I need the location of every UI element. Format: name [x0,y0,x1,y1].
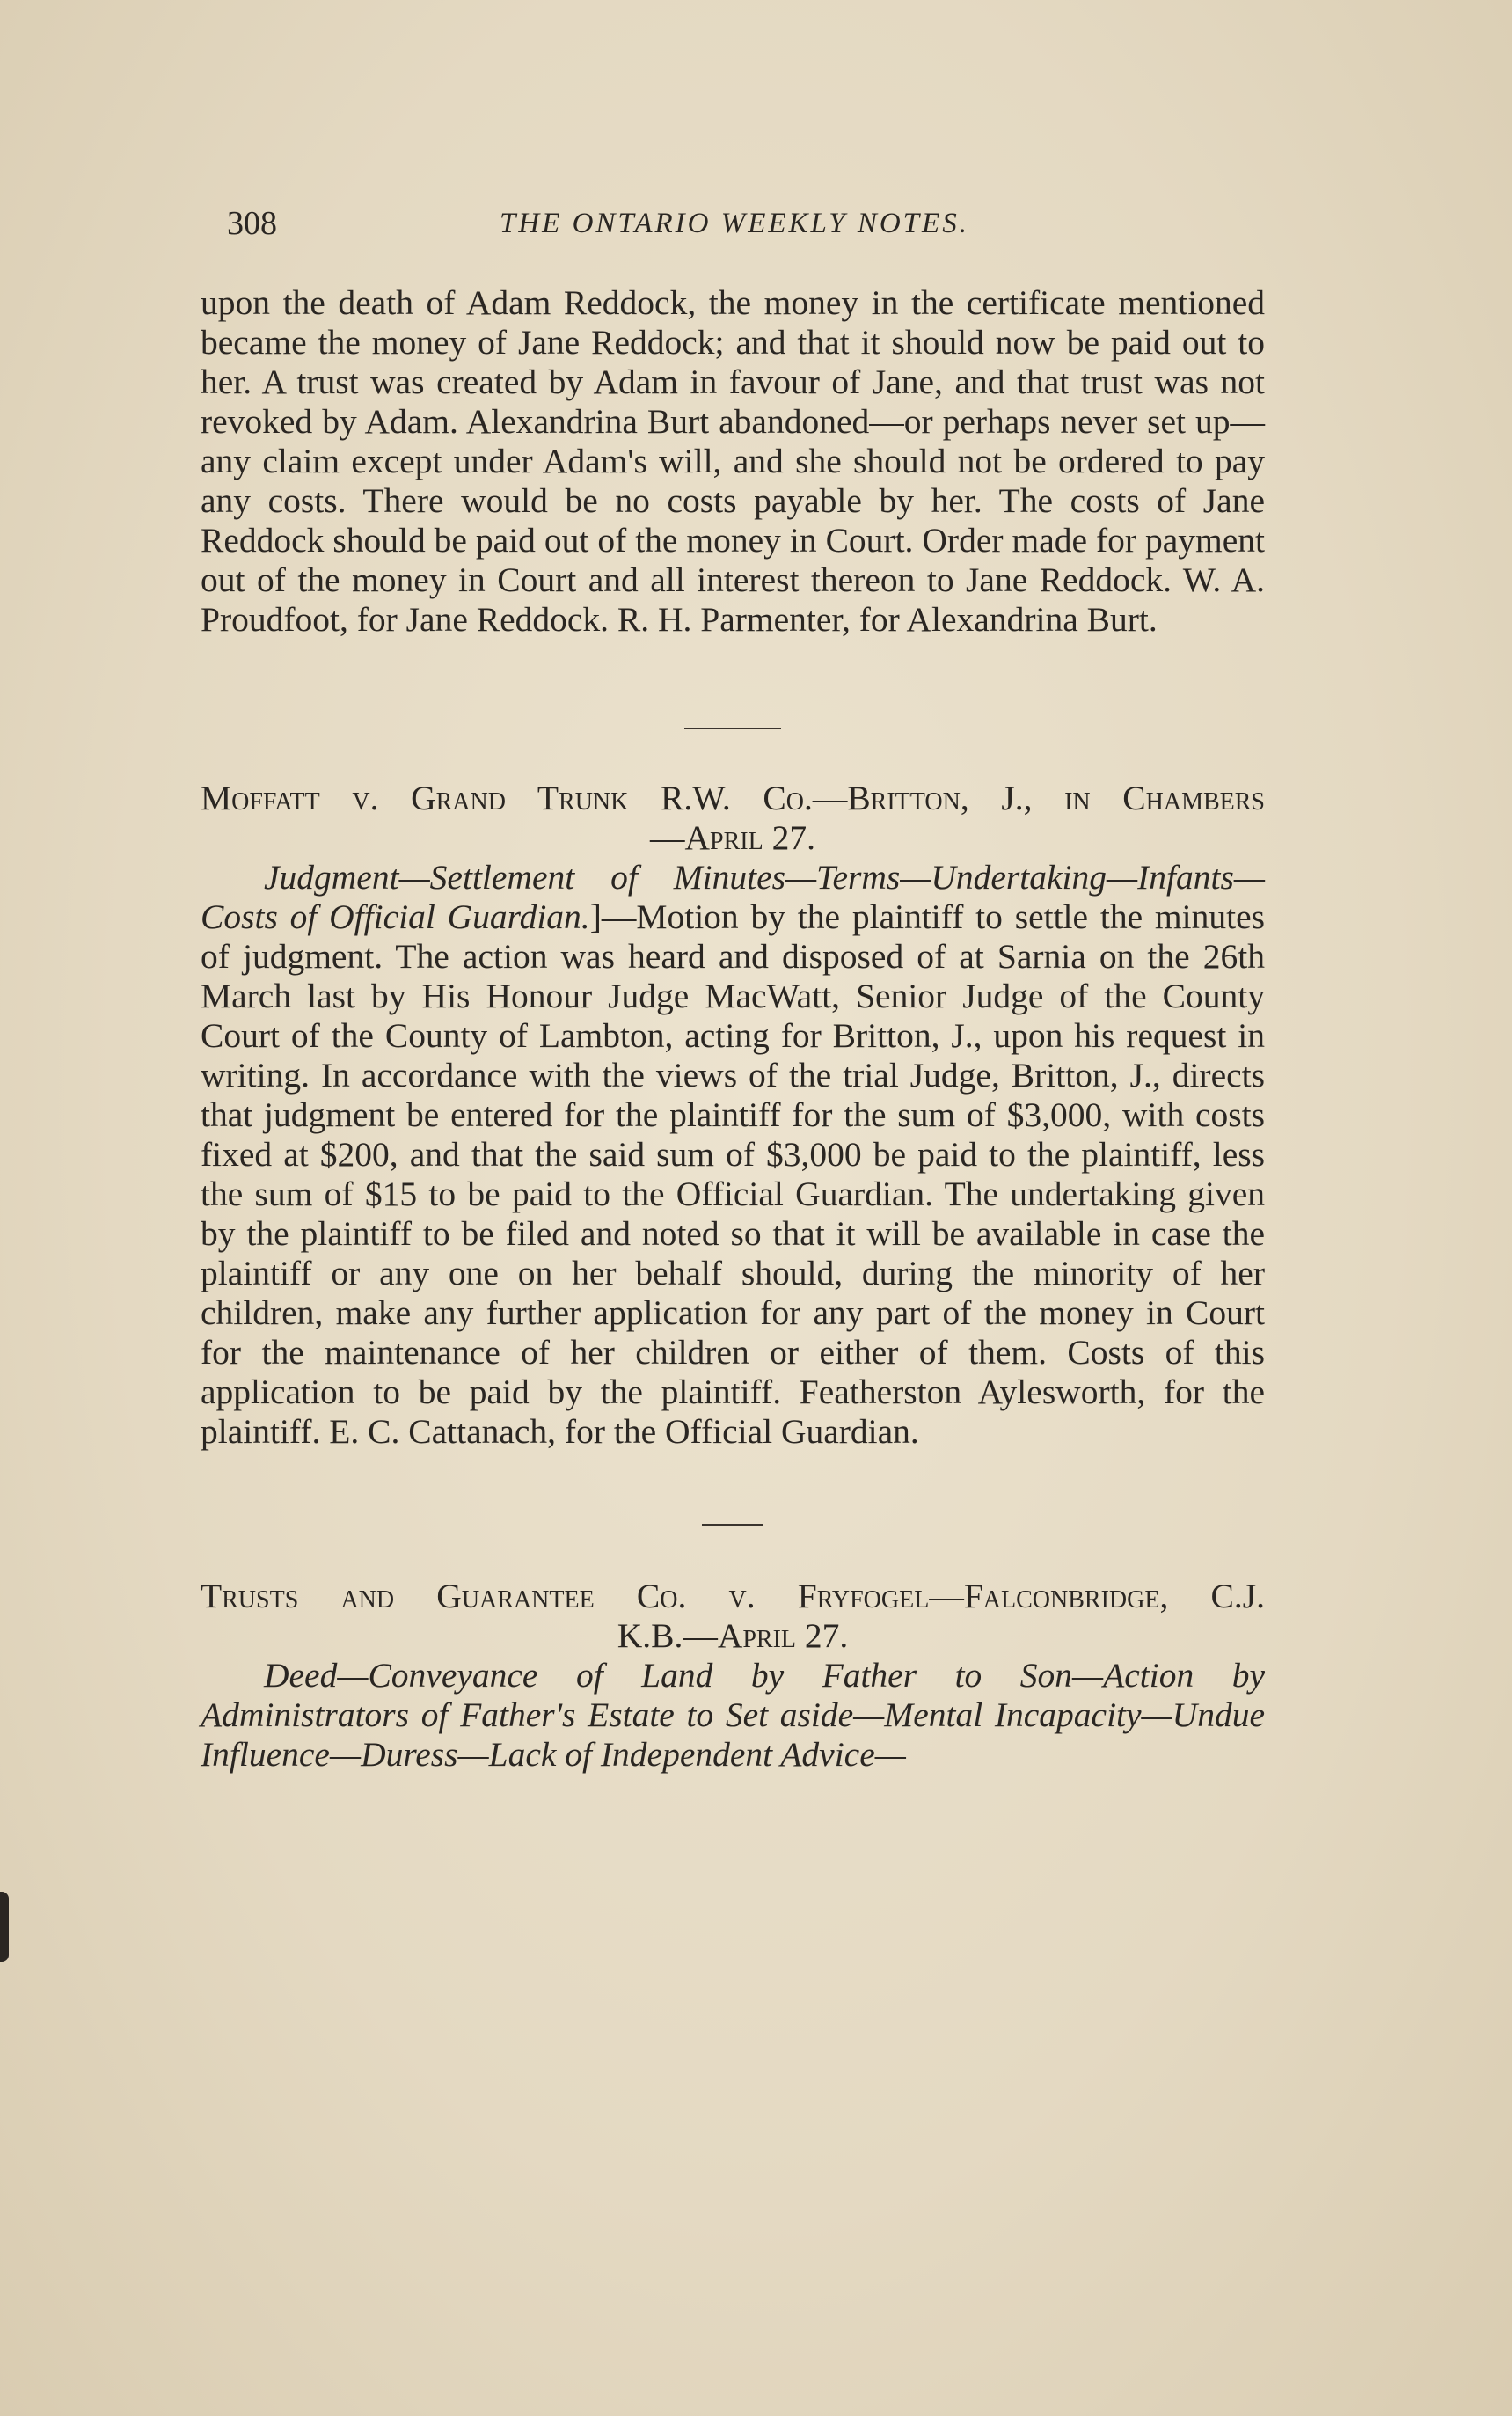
case-headnote-trusts: Deed—Conveyance of Land by Father to Son—Action by Administrators of Father's Estate to Set aside—Mental Incapacity—Undue Influence—Duress—Lack of Independent Advice— [201,1656,1265,1774]
case-headnote: Judgment—Settlement of Minutes—Terms—Undertaking—Infants—Costs of Official Guardian. [201,858,1265,936]
case-caption-date: —April 27. [650,818,815,857]
section-divider [684,728,781,729]
case-caption-line: Moffatt v. Grand Trunk R.W. Co.—Britton, J., in Chambers [201,779,1265,817]
case-caption-line: Trusts and Guarantee Co. v. Fryfogel—Falconbridge, C.J. [201,1577,1265,1615]
case-body-moffatt [201,858,1265,1452]
paragraph-continued: upon the death of Adam Reddock, the money in the certificate mentioned became the money of Jane Reddock; and that it should now be paid out to her. A trust was created by Adam in favour of Jane, and that trust was not revoked by Adam. Alexandrina Burt abandoned—or perhaps never set up—any claim except under Adam's will, and she should not be ordered to pay any costs. There would be no costs payable by her. The costs of Jane Reddock should be paid out of the money in Court. Order made for payment out of the money in Court and all interest thereon to Jane Reddock. W. A. Proudfoot, for Jane Reddock. R. H. Parmenter, for Alexandrina Burt. [201,283,1265,639]
page-content [201,283,1265,1775]
case-caption-date: K.B.—April 27. [617,1616,849,1655]
section-divider [702,1524,763,1526]
running-title: THE ONTARIO WEEKLY NOTES. [500,208,969,239]
case-caption-trusts [201,1577,1265,1656]
page-number: 308 [227,205,277,242]
case-text: ]—Motion by the plaintiff to settle the minutes of judgment. The action was heard and disposed of at Sarnia on the 26th March last by His Honour Judge MacWatt, Senior Judge of the County Court of the County of Lambton, acting for Britton, J., upon his request in writing. In accordance with the views of the trial Judge, Britton, J., directs that judgment be entered for the plaintiff for the sum of $3,000, with costs fixed at $200, and that the said sum of $3,000 be paid to the plaintiff, less the sum of $15 to be paid to the Official Guardian. The undertaking given by the plaintiff to be filed and noted so that it will be available in case the plaintiff or any one on her behalf should, during the minority of her children, make any further application for any part of the money in Court for the maintenance of her children or either of them. Costs of this application to be paid by the plaintiff. Featherston Aylesworth, for the plaintiff. E. C. Cattanach, for the Official Guardian. [201,897,1266,1451]
case-caption-moffatt [201,779,1265,858]
page-edge-mark [0,1892,9,1962]
